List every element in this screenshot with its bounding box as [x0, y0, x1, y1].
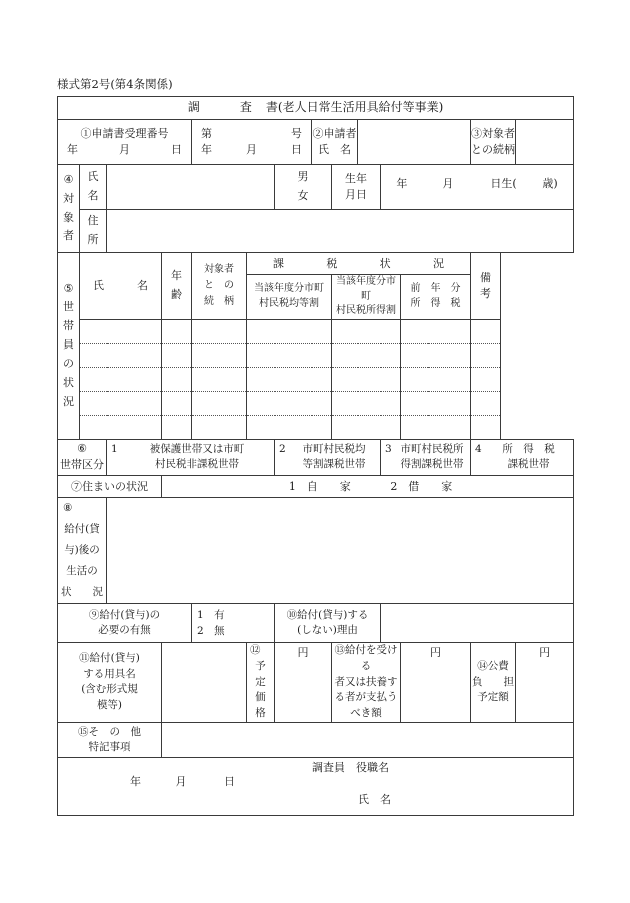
cell-name[interactable]: [80, 367, 162, 391]
equipment-cost-row: [58, 643, 574, 723]
cell-relation[interactable]: [192, 391, 247, 415]
section15-label: ⑮そ の 他 特記事項: [58, 722, 162, 757]
table-row[interactable]: [58, 415, 574, 439]
cell-name[interactable]: [80, 415, 162, 439]
subject-name-label: 氏 名: [80, 165, 107, 210]
section13-value[interactable]: [401, 643, 471, 723]
cell-tax3[interactable]: [401, 319, 471, 343]
housing-option-rent[interactable]: 2 借 家: [390, 479, 453, 493]
section10-label: ⑩給付(貸与)する (しない)理由: [275, 604, 381, 643]
subject-address-value[interactable]: [107, 210, 574, 253]
section4-marker: ④: [63, 172, 74, 186]
cell-note[interactable]: [471, 367, 501, 391]
necessity-row: [58, 604, 574, 643]
title-row: [58, 97, 574, 120]
receipt-number-label: ①申請書受理番号: [80, 127, 169, 141]
cell-tax1[interactable]: [247, 367, 332, 391]
section12-unit: 円: [297, 646, 309, 659]
cell-relation[interactable]: [192, 415, 247, 439]
section6-label-cell: [58, 439, 107, 476]
household-category-option-4[interactable]: 4 所 得 税 課税世帯: [471, 439, 574, 476]
cell-tax3[interactable]: [401, 391, 471, 415]
cell-note[interactable]: [471, 343, 501, 367]
cell-name[interactable]: [80, 343, 162, 367]
cell-relation[interactable]: [192, 319, 247, 343]
gender-label: 男 女: [297, 170, 309, 202]
surveyor-role-label: 調査員 役職名: [312, 760, 389, 774]
cell-note[interactable]: [471, 391, 501, 415]
title-suffix: 書(老人日常生活用具給付等事業): [265, 100, 444, 115]
household-category-option-2[interactable]: 2 市町村民税均 等割課税世帯: [275, 439, 381, 476]
section15-value[interactable]: [162, 722, 574, 757]
subject-address-row: [58, 210, 574, 253]
subject-birth-value[interactable]: 年 月 日生( 歳): [381, 165, 574, 210]
subject-name-value[interactable]: [107, 165, 275, 210]
signature-date[interactable]: 年 月 日: [130, 774, 235, 788]
col-header-tax-group: 課 税 状 況: [247, 253, 471, 275]
section14-value[interactable]: [516, 643, 574, 723]
field-relation-label: [471, 120, 516, 165]
subject-name-row: [58, 165, 574, 210]
cell-tax2[interactable]: [332, 319, 401, 343]
section11-value[interactable]: [162, 643, 247, 723]
cell-age[interactable]: [162, 343, 192, 367]
necessity-option-no[interactable]: 2 無: [197, 625, 225, 637]
household-category-option-3[interactable]: 3 市町村民税所 得割課税世帯: [381, 439, 471, 476]
post-grant-life-row: [58, 498, 574, 604]
cell-note[interactable]: [471, 319, 501, 343]
household-category-option-1[interactable]: 1 被保護世帯又は市町 村民税非課税世帯: [107, 439, 275, 476]
housing-status-options[interactable]: [162, 476, 574, 498]
document-title: [58, 97, 574, 120]
signature-block: [58, 757, 574, 815]
cell-tax2[interactable]: [332, 367, 401, 391]
section6-label: 世帯区分: [60, 458, 104, 472]
cell-age[interactable]: [162, 367, 192, 391]
form-number: 様式第2号(第4条関係): [57, 77, 173, 91]
remarks-row: [58, 722, 574, 757]
section14-unit: 円: [539, 646, 551, 659]
section6-marker: ⑥: [77, 442, 87, 456]
housing-option-own[interactable]: 1 自 家: [288, 479, 351, 493]
cell-tax3[interactable]: [401, 343, 471, 367]
household-category-row: [58, 439, 574, 476]
receipt-date-label: 年 月 日: [67, 143, 182, 156]
cell-tax1[interactable]: [247, 343, 332, 367]
cell-tax3[interactable]: [401, 367, 471, 391]
table-row[interactable]: [58, 343, 574, 367]
cell-age[interactable]: [162, 391, 192, 415]
household-header-row-1: [58, 253, 574, 275]
cell-tax1[interactable]: [247, 391, 332, 415]
table-row[interactable]: [58, 367, 574, 391]
field-relation-value[interactable]: [516, 120, 574, 165]
cell-age[interactable]: [162, 319, 192, 343]
cell-tax2[interactable]: [332, 415, 401, 439]
receipt-number-input-line[interactable]: 第 号: [201, 127, 302, 141]
subject-birth-label: 生年 月日: [332, 165, 381, 210]
field-receipt-number-value[interactable]: [192, 120, 312, 165]
section12-value[interactable]: [275, 643, 332, 723]
cell-tax3[interactable]: [401, 415, 471, 439]
section8-label-cell: ⑧ 給付(貸 与)後の 生活の 状 況: [58, 498, 107, 604]
relation-label-1: ③対象者: [471, 127, 515, 141]
section14-label: ⑭公費 負 担 予定額: [471, 643, 516, 723]
section8-marker: ⑧: [63, 502, 73, 514]
section5-marker: ⑤: [63, 281, 74, 295]
col-header-age: 年 齢: [162, 253, 192, 320]
subject-gender-cell[interactable]: [275, 165, 332, 210]
cell-relation[interactable]: [192, 367, 247, 391]
application-row: [58, 120, 574, 165]
housing-status-row: [58, 476, 574, 498]
section13-unit: 円: [430, 646, 441, 659]
cell-tax2[interactable]: [332, 343, 401, 367]
col-header-note: 備 考: [471, 253, 501, 320]
cell-name[interactable]: [80, 319, 162, 343]
col-header-tax-prev-year: 前 年 分 所 得 税: [401, 275, 471, 320]
cell-tax1[interactable]: [247, 415, 332, 439]
table-row[interactable]: [58, 319, 574, 343]
cell-tax1[interactable]: [247, 319, 332, 343]
applicant-label-1: ②申請者: [312, 127, 357, 141]
table-row[interactable]: [58, 391, 574, 415]
section13-label: ⑬給付を受ける 者又は扶養す る者が支払う べき額: [332, 643, 401, 723]
section7-label: ⑦住まいの状況: [58, 476, 162, 498]
title-main: 調 査: [187, 100, 266, 115]
section11-label: ⑪給付(貸与) する用具名 (含む形式規 模等): [58, 643, 162, 723]
subject-address-label: 住 所: [80, 210, 107, 253]
col-header-relation: 対象者 と の 続 柄: [192, 253, 247, 320]
section4-marker-cell: [58, 165, 80, 253]
section9-options[interactable]: [192, 604, 275, 643]
cell-age[interactable]: [162, 415, 192, 439]
section4-vertical-label: ④ 対 象 者: [63, 172, 74, 243]
cell-name[interactable]: [80, 391, 162, 415]
col-header-tax-per-capita: 当該年度分市町 村民税均等割: [247, 275, 332, 320]
field-applicant-label: [312, 120, 358, 165]
relation-label-2: との続柄: [471, 143, 515, 156]
field-receipt-number-label: [58, 120, 192, 165]
section8-value[interactable]: [107, 498, 574, 604]
section12-label: ⑫ 予 定 価 格: [247, 643, 275, 723]
section9-label: ⑨給付(貸与)の 必要の有無: [58, 604, 192, 643]
cell-tax2[interactable]: [332, 391, 401, 415]
section10-value[interactable]: [381, 604, 574, 643]
section12-marker: ⑫: [250, 644, 261, 656]
cell-relation[interactable]: [192, 343, 247, 367]
cell-note[interactable]: [471, 415, 501, 439]
surveyor-name-label: 氏 名: [358, 792, 391, 806]
col-header-tax-income: 当該年度分市町 村民税所得割: [332, 275, 401, 320]
survey-form-table: [57, 96, 574, 816]
necessity-option-yes[interactable]: 1 有: [197, 608, 225, 621]
section5-vertical-label: ⑤ 世 帯 員 の 状 況: [63, 281, 74, 409]
field-applicant-value[interactable]: [358, 120, 471, 165]
section5-marker-cell: [58, 253, 80, 440]
receipt-date-input-line[interactable]: 年 月 日: [201, 143, 302, 156]
col-header-name: 氏 名: [80, 253, 162, 320]
applicant-label-2: 氏 名: [318, 143, 351, 156]
signature-row: [58, 757, 574, 815]
